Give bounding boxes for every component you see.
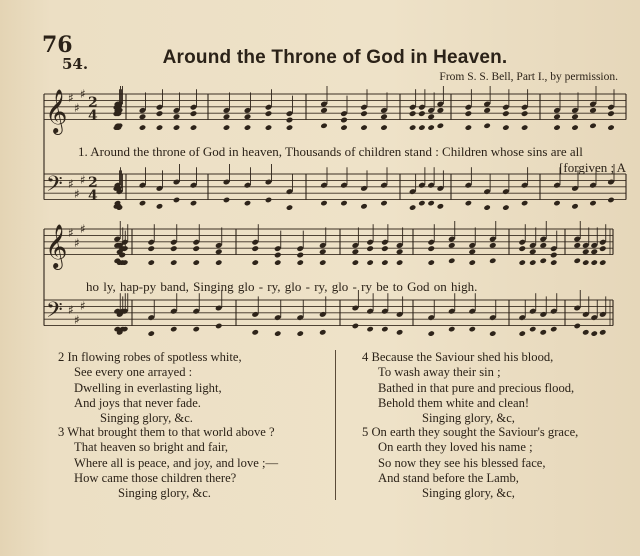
- note-head: [418, 200, 425, 206]
- note-head: [352, 323, 359, 329]
- note-head: [320, 200, 327, 206]
- note-head: [297, 259, 304, 265]
- verse-line: Singing glory, &c,: [422, 486, 515, 501]
- note-head: [427, 113, 435, 120]
- note-head: [340, 124, 347, 130]
- note-head: [553, 124, 560, 130]
- note-head: [448, 326, 455, 332]
- note-head: [265, 124, 272, 130]
- sharp-sign: ♯: [68, 91, 74, 105]
- verse-line: See every one arrayed :: [74, 365, 193, 380]
- note-head: [483, 204, 490, 210]
- note-head: [418, 110, 426, 117]
- note-head: [190, 110, 198, 117]
- note-head: [489, 242, 497, 249]
- note-head: [366, 245, 374, 252]
- note-head: [437, 123, 444, 129]
- note-head: [582, 329, 589, 335]
- note-head: [448, 242, 456, 249]
- note-head: [607, 124, 614, 130]
- verse-line: Bathed in that pure and precious flood,: [378, 380, 575, 395]
- note-head: [483, 107, 491, 114]
- note-head: [589, 200, 596, 206]
- note-head: [265, 110, 273, 117]
- note-head: [599, 329, 606, 335]
- note-head: [148, 259, 155, 265]
- note-head: [465, 124, 472, 130]
- note-head: [319, 329, 326, 335]
- hymn-number: 54.: [62, 55, 89, 73]
- note-head: [193, 259, 200, 265]
- note-head: [489, 258, 496, 264]
- sharp-sign: ♯: [74, 187, 80, 201]
- verse-line: So now they see his blessed face,: [378, 455, 546, 470]
- note-head: [502, 204, 509, 210]
- note-head: [381, 259, 388, 265]
- note-head: [366, 259, 373, 265]
- time-signature-bottom: 4: [88, 108, 98, 124]
- verse-line: 3 What brought them to that world above ?: [58, 425, 275, 439]
- key-signatures: [68, 87, 86, 327]
- note-head: [574, 323, 581, 329]
- sharp-sign: ♯: [68, 226, 74, 240]
- lyrics-line-1-turnover: [forgiven ; A: [559, 160, 626, 175]
- verse-5: [362, 425, 578, 501]
- note-head: [521, 200, 528, 206]
- note-head: [489, 330, 496, 336]
- sharp-sign: ♯: [80, 87, 86, 101]
- treble-clef: 𝄞: [45, 89, 68, 133]
- note-head: [381, 326, 388, 332]
- note-head: [539, 242, 547, 249]
- bass-clef: 𝄢: [46, 298, 63, 328]
- note-head: [519, 259, 526, 265]
- note-head: [469, 326, 476, 332]
- note-head: [190, 200, 197, 206]
- note-head: [589, 123, 596, 129]
- note-head: [607, 197, 614, 203]
- verse-line: Dwelling in everlasting light,: [74, 380, 222, 395]
- note-head: [286, 117, 294, 124]
- note-head: [529, 326, 536, 332]
- note-head: [553, 200, 560, 206]
- note-head: [244, 200, 251, 206]
- note-head: [244, 113, 252, 120]
- note-head: [340, 200, 347, 206]
- verse-4: [362, 350, 574, 426]
- note-head: [156, 110, 164, 117]
- note-head: [589, 107, 597, 114]
- sharp-sign: ♯: [74, 101, 80, 115]
- note-head: [274, 330, 281, 336]
- note-head: [428, 330, 435, 336]
- note-head: [427, 124, 434, 130]
- note-head: [550, 326, 557, 332]
- verse-3: [58, 425, 278, 501]
- note-head: [215, 248, 223, 255]
- note-head: [352, 259, 359, 265]
- note-head: [607, 110, 615, 117]
- note-head: [529, 248, 537, 255]
- note-head: [483, 123, 490, 129]
- note-head: [396, 259, 403, 265]
- lyrics-line-1: 1. Around the throne of God in heaven, Thousands of children stand : Children whose sins are all: [78, 144, 583, 159]
- note-head: [519, 330, 526, 336]
- verse-line: Singing glory, &c.: [100, 411, 193, 426]
- note-head: [286, 204, 293, 210]
- verse-line: Singing glory, &c,: [422, 411, 515, 426]
- hymn-title: Around the Throne of God in Heaven.: [162, 47, 508, 68]
- clefs: [45, 89, 67, 328]
- note-head: [170, 245, 178, 252]
- verse-line: That heaven so bright and fair,: [74, 440, 229, 455]
- sharp-sign: ♯: [68, 303, 74, 317]
- note-head: [469, 259, 476, 265]
- sharp-sign: ♯: [80, 299, 86, 313]
- note-head: [147, 245, 155, 252]
- note-head: [571, 113, 579, 120]
- note-head: [170, 326, 177, 332]
- verse-line: Where all is peace, and joy, and love ;—: [74, 455, 279, 470]
- note-head: [380, 200, 387, 206]
- sharp-sign: ♯: [80, 173, 86, 187]
- note-head: [139, 113, 147, 120]
- verse-2: [58, 350, 242, 426]
- note-head: [244, 124, 251, 130]
- note-head: [139, 200, 146, 206]
- note-head: [252, 329, 259, 335]
- time-signature-top: 2: [88, 95, 98, 111]
- page-number: 76: [42, 32, 73, 58]
- verse-line: How came those children there?: [74, 470, 237, 485]
- sharp-sign: ♯: [74, 313, 80, 327]
- note-head: [521, 110, 529, 117]
- note-head: [396, 329, 403, 335]
- note-head: [320, 107, 328, 114]
- column-divider: [335, 350, 336, 500]
- note-head: [427, 200, 434, 206]
- note-head: [540, 258, 547, 264]
- verse-line: And stand before the Lamb,: [378, 470, 519, 485]
- note-head: [319, 248, 327, 255]
- note-head: [215, 323, 222, 329]
- note-head: [215, 259, 222, 265]
- note-head: [574, 258, 581, 264]
- note-head: [502, 110, 510, 117]
- note-head: [297, 330, 304, 336]
- verse-line: 5 On earth they sought the Saviour's grace,: [362, 425, 579, 439]
- note-head: [599, 245, 607, 252]
- note-head: [396, 248, 404, 255]
- note-head: [448, 258, 455, 264]
- note-head: [521, 124, 528, 130]
- note-head: [465, 200, 472, 206]
- note-head: [380, 113, 388, 120]
- sharp-sign: ♯: [80, 222, 86, 236]
- note-head: [366, 326, 373, 332]
- verse-line: To wash away their sin ;: [378, 365, 501, 380]
- note-head: [156, 124, 163, 130]
- note-head: [360, 203, 367, 209]
- note-head: [540, 329, 547, 335]
- note-head: [468, 248, 476, 255]
- note-head: [319, 259, 326, 265]
- verse-line: 2 In flowing robes of spotless white,: [58, 350, 242, 364]
- verse-line: 4 Because the Saviour shed his blood,: [362, 350, 554, 364]
- note-head: [409, 204, 416, 210]
- note-head: [320, 123, 327, 129]
- note-head: [418, 124, 425, 130]
- note-head: [465, 110, 473, 117]
- note-head: [173, 113, 181, 120]
- note-head: [427, 245, 435, 252]
- note-head: [582, 248, 590, 255]
- bass-clef: 𝄢: [46, 172, 63, 202]
- verse-line: Singing glory, &c.: [118, 486, 211, 501]
- note-head: [252, 259, 259, 265]
- note-head: [360, 110, 368, 117]
- note-head: [192, 245, 200, 252]
- note-head: [550, 252, 558, 259]
- note-head: [590, 248, 598, 255]
- sharp-sign: ♯: [74, 236, 80, 250]
- note-head: [148, 330, 155, 336]
- note-head: [170, 259, 177, 265]
- time-signature-bottom: 4: [88, 188, 98, 204]
- note-head: [139, 124, 146, 130]
- note-head: [223, 197, 230, 203]
- note-head: [173, 197, 180, 203]
- note-head: [550, 259, 557, 265]
- note-head: [360, 124, 367, 130]
- note-head: [518, 245, 526, 252]
- note-head: [437, 203, 444, 209]
- note-head: [502, 124, 509, 130]
- note-head: [409, 110, 417, 117]
- note-head: [582, 259, 589, 265]
- verse-line: On earth they loved his name ;: [378, 440, 533, 455]
- note-head: [381, 245, 389, 252]
- note-head: [571, 203, 578, 209]
- note-head: [571, 124, 578, 130]
- note-head: [380, 124, 387, 130]
- note-head: [223, 113, 231, 120]
- note-head: [173, 124, 180, 130]
- note-head: [573, 242, 581, 249]
- notes: [113, 86, 615, 337]
- note-head: [274, 252, 282, 259]
- treble-clef: 𝄞: [45, 224, 68, 268]
- note-head: [529, 259, 536, 265]
- note-head: [591, 259, 598, 265]
- verse-line: Behold them white and clean!: [378, 395, 530, 410]
- note-head: [437, 107, 445, 114]
- note-head: [428, 259, 435, 265]
- note-head: [156, 203, 163, 209]
- note-head: [352, 248, 360, 255]
- time-signature-top: 2: [88, 175, 98, 191]
- note-head: [190, 124, 197, 130]
- note-head: [193, 326, 200, 332]
- note-head: [553, 113, 561, 120]
- hymn-source-credit: From S. S. Bell, Part I., by permission.: [439, 71, 618, 83]
- note-head: [409, 124, 416, 130]
- sharp-sign: ♯: [68, 177, 74, 191]
- lyrics-line-2: ho ly, hap-py band, Singing glo - ry, glo - ry, glo - ry be to God on high.: [86, 279, 478, 294]
- note-head: [265, 197, 272, 203]
- verse-line: And joys that never fade.: [74, 395, 201, 410]
- note-head: [296, 252, 304, 259]
- note-head: [340, 117, 348, 124]
- note-head: [274, 259, 281, 265]
- note-head: [599, 259, 606, 265]
- note-head: [591, 330, 598, 336]
- note-head: [223, 124, 230, 130]
- note-head: [251, 245, 259, 252]
- note-head: [286, 124, 293, 130]
